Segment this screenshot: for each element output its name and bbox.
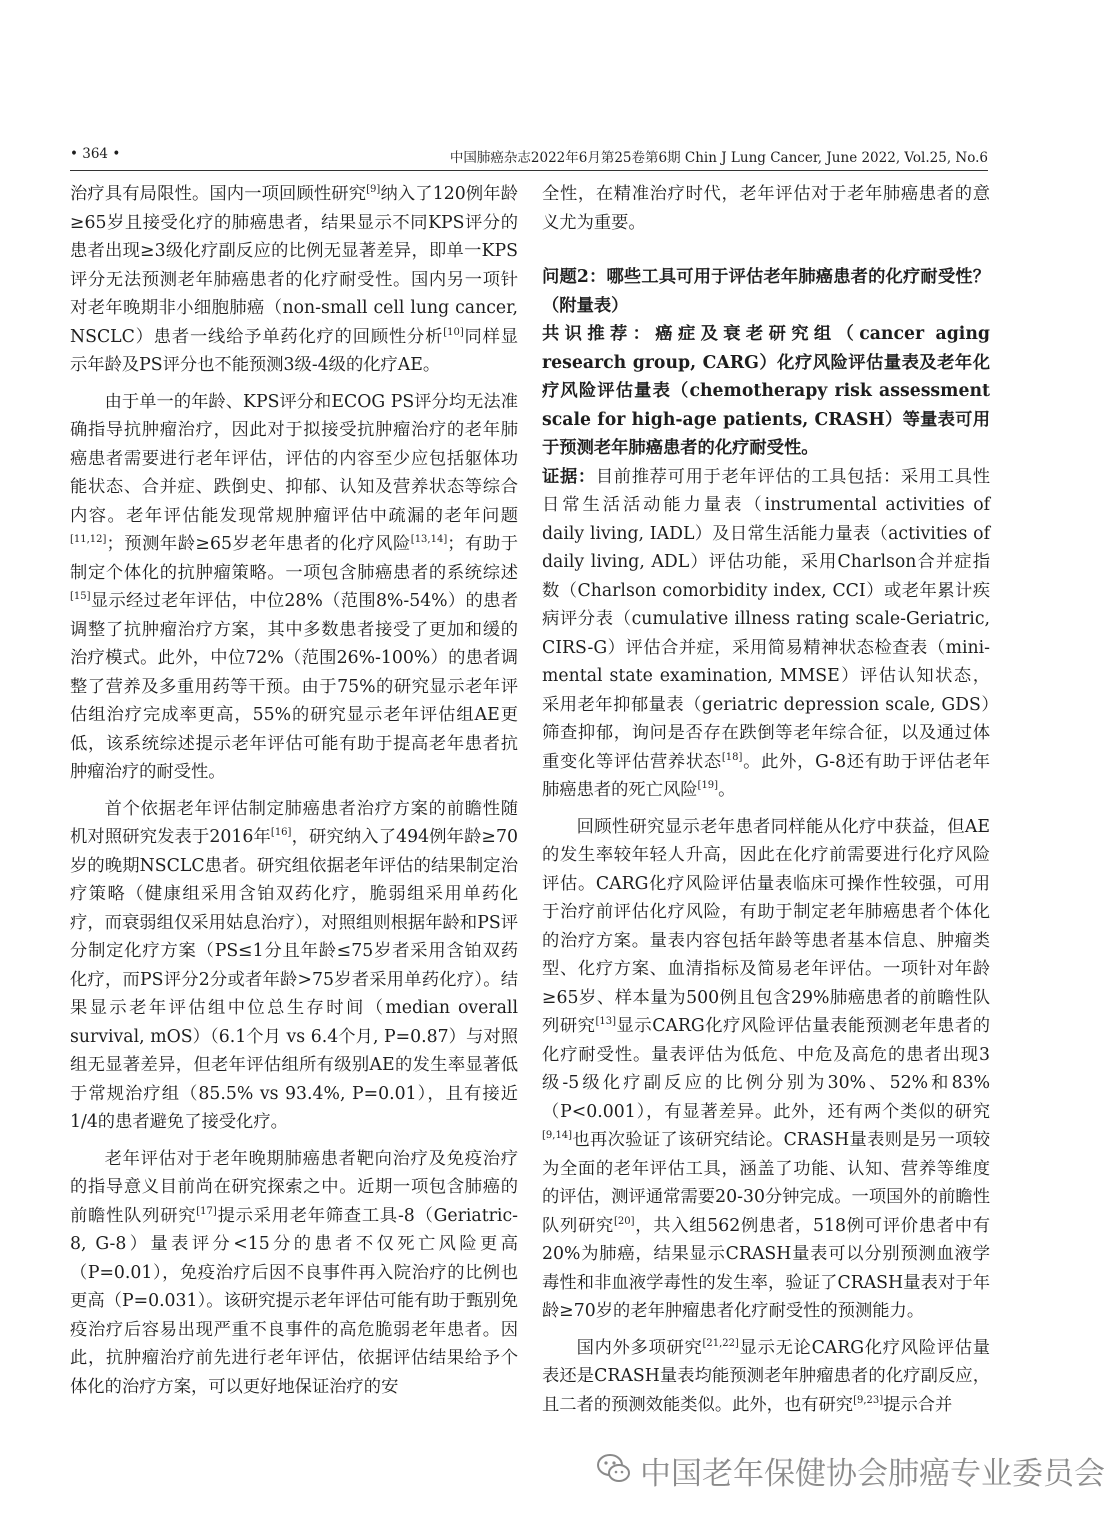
watermark-text: 中国老年保健协会肺癌专业委员会 xyxy=(640,1456,1105,1492)
paragraph: 首个依据老年评估制定肺癌患者治疗方案的前瞻性随机对照研究发表于2016年[16]，研究纳入了494例年龄≥70岁的晚期NSCLC患者。研究组依据老年评估的结果制定治疗策略（健康组采用含铂双药化疗，脆弱组采用单药化疗，而衰弱组仅采用姑息治疗），对照组则根据年龄和PS评分制定化疗方案（PS≤1分且年龄≤75岁者采用含铂双药化疗，而PS评分2分或者年龄>75岁者采用单药化疗）。结果显示老年评估组中位总生存时间（median overall survival, mOS）（6.1个月 vs 6.4个月, P=0.87）与对照组无显著差异，但老年评估组所有级别AE的发生率显著低于常规治疗组（85.5% vs 93.4%, P=0.01），且有接近1/4的患者避免了接受化疗。 xyxy=(70,798,518,1132)
page-number: • 364 • xyxy=(70,146,121,162)
wechat-icon xyxy=(596,1452,632,1486)
consensus-recommendation: 共识推荐：癌症及衰老研究组（cancer aging research group, CARG）化疗风险评估量表及老年化疗风险评估量表（chemotherapy risk assessment scale for high-age patients, CRASH）等量表可用于预测老年肺癌患者的化疗耐受性。 xyxy=(542,324,990,458)
journal-citation: 中国肺癌杂志2022年6月第25卷第6期 Chin J Lung Cancer, June 2022, Vol.25, No.6 xyxy=(449,150,988,166)
page-header xyxy=(70,142,988,171)
watermark xyxy=(596,1448,1105,1494)
paragraph: 回顾性研究显示老年患者同样能从化疗中获益，但AE的发生率较年轻人升高，因此在化疗前需要进行化疗风险评估。CARG化疗风险评估量表临床可操作性较强，可用于治疗前评估化疗风险，有助于制定老年肺癌患者个体化的治疗方案。量表内容包括年龄等患者基本信息、肿瘤类型、化疗方案、血清指标及简易老年评估。一项针对年龄≥65岁、样本量为500例且包含29%肺癌患者的前瞻性队列研究[13]显示CARG化疗风险评估量表能预测老年患者的化疗耐受性。量表评估为低危、中危及高危的患者出现3级-5级化疗副反应的比例分别为30%、52%和83%（P<0.001），有显著差异。此外，还有两个类似的研究[9,14]也再次验证了该研究结论。CRASH量表则是另一项较为全面的老年评估工具，涵盖了功能、认知、营养等维度的评估，测评通常需要20-30分钟完成。一项国外的前瞻性队列研究[20]，共入组562例患者，518例可评价患者中有20%为肺癌，结果显示CRASH量表可以分别预测血液学毒性和非血液学毒性的发生率，验证了CRASH量表对于年龄≥70岁的老年肿瘤患者化疗耐受性的预测能力。 xyxy=(542,816,990,1321)
left-column xyxy=(70,180,518,1397)
evidence-paragraph: 证据：目前推荐可用于老年评估的工具包括：采用工具性日常生活活动能力量表（instrumental activities of daily living, IADL）及日常生活能力量表（activities of daily living, ADL）评估功能，采用Charlson合并症指数（Charlson comorbidity index, CCI）或老年累计疾病评分表（cumulative illness rating scale-Geriatric, CIRS-G）评估合并症，采用简易精神状态检查表（mini-mental state examination, MMSE）评估认知状态，采用老年抑郁量表（geriatric depression scale, GDS）筛查抑郁，询问是否存在跌倒等老年综合征，以及通过体重变化等评估营养状态[18]。此外，G-8还有助于评估老年肺癌患者的死亡风险[19]。 xyxy=(542,466,990,800)
paragraph: 全性，在精准治疗时代，老年评估对于老年肺癌患者的意义尤为重要。 xyxy=(542,184,990,233)
paragraph: 治疗具有局限性。国内一项回顾性研究[9]纳入了120例年龄≥65岁且接受化疗的肺癌患者，结果显示不同KPS评分的患者出现≥3级化疗副反应的比例无显著差异，即单一KPS评分无法预测老年肺癌患者的化疗耐受性。国内另一项针对老年晚期非小细胞肺癌（non-small cell lung cancer, NSCLC）患者一线给予单药化疗的回顾性分析[10]同样显示年龄及PS评分也不能预测3级-4级的化疗AE。 xyxy=(70,184,518,375)
right-column xyxy=(542,180,990,1415)
paragraph: 由于单一的年龄、KPS评分和ECOG PS评分均无法准确指导抗肿瘤治疗，因此对于拟接受抗肿瘤治疗的老年肺癌患者需要进行老年评估，评估的内容至少应包括躯体功能状态、合并症、跌倒史、抑郁、认知及营养状态等综合内容。老年评估能发现常规肿瘤评估中疏漏的老年问题[11,12]；预测年龄≥65岁老年患者的化疗风险[13,14]；有助于制定个体化的抗肿瘤策略。一项包含肺癌患者的系统综述[15]显示经过老年评估，中位28%（范围8%-54%）的患者调整了抗肿瘤治疗方案，其中多数患者接受了更加和缓的治疗模式。此外，中位72%（范围26%-100%）的患者调整了营养及多重用药等干预。由于75%的研究显示老年评估组治疗完成率更高，55%的研究显示老年评估组AE更低，该系统综述提示老年评估可能有助于提高老年患者抗肿瘤治疗的耐受性。 xyxy=(70,391,518,782)
paragraph: 国内外多项研究[21,22]显示无论CARG化疗风险评估量表还是CRASH量表均能预测老年肿瘤患者的化疗副反应，且二者的预测效能类似。此外，也有研究[9,23]提示合并 xyxy=(542,1337,990,1415)
paragraph: 老年评估对于老年晚期肺癌患者靶向治疗及免疫治疗的指导意义目前尚在研究探索之中。近期一项包含肺癌的前瞻性队列研究[17]提示采用老年筛查工具-8（Geriatric-8, G-8）量表评分<15分的患者不仅死亡风险更高（P=0.01），免疫治疗后因不良事件再入院治疗的比例也更高（P=0.031）。该研究提示老年评估可能有助于甄别免疫治疗后容易出现严重不良事件的高危脆弱老年患者。因此，抗肿瘤治疗前先进行老年评估，依据评估结果给予个体化的治疗方案，可以更好地保证治疗的安 xyxy=(70,1148,518,1397)
section-question-title: 问题2：哪些工具可用于评估老年肺癌患者的化疗耐受性？（附量表） xyxy=(542,267,990,316)
